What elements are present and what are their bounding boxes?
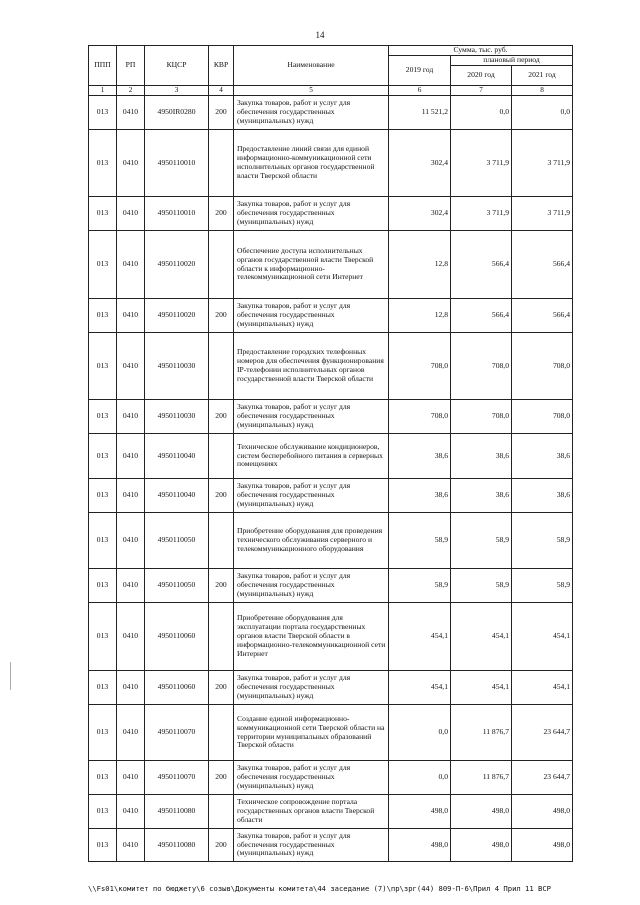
cell-ppp: 013 [89,761,117,795]
cell-name: Закупка товаров, работ и услуг для обеспечения государственных (муниципальных) нужд [234,829,389,862]
cell-ppp: 013 [89,197,117,231]
cell-ppp: 013 [89,96,117,130]
cell-name: Приобретение оборудования для эксплуатации портала государственных органов власти Тверской области в информационно-телекоммуникационной сети Интернет [234,603,389,671]
cell-2020: 58,9 [451,513,512,569]
cell-2020: 3 711,9 [451,197,512,231]
cell-kcsr: 4950110050 [145,569,209,603]
table-row [89,795,573,829]
column-number: 8 [512,86,573,96]
cell-rp: 0410 [117,130,145,197]
cell-kcsr: 4950110010 [145,130,209,197]
cell-rp: 0410 [117,231,145,299]
cell-name: Техническое сопровождение портала государственных органов власти Тверской области [234,795,389,829]
table-row [89,333,573,400]
column-number: 6 [389,86,451,96]
cell-2021: 58,9 [512,569,573,603]
cell-kcsr: 4950110020 [145,299,209,333]
cell-name: Закупка товаров, работ и услуг для обеспечения государственных (муниципальных) нужд [234,299,389,333]
cell-name: Закупка товаров, работ и услуг для обеспечения государственных (муниципальных) нужд [234,96,389,130]
table-row [89,569,573,603]
cell-ppp: 013 [89,513,117,569]
cell-ppp: 013 [89,795,117,829]
cell-2020: 566,4 [451,231,512,299]
cell-ppp: 013 [89,434,117,479]
table-row [89,197,573,231]
cell-2019: 58,9 [389,569,451,603]
cell-ppp: 013 [89,603,117,671]
cell-ppp: 013 [89,569,117,603]
cell-name: Обеспечение доступа исполнительных органов государственной власти Тверской области к информационно-телекоммуникационной сети Интернет [234,231,389,299]
cell-2021: 3 711,9 [512,197,573,231]
cell-2020: 498,0 [451,795,512,829]
cell-2019: 11 521,2 [389,96,451,130]
cell-name: Приобретение оборудования для проведения технического обслуживания серверного и телекоммуникационного оборудования [234,513,389,569]
table-row [89,513,573,569]
table-row [89,829,573,862]
cell-2019: 38,6 [389,434,451,479]
column-number: 1 [89,86,117,96]
column-number: 7 [451,86,512,96]
cell-rp: 0410 [117,569,145,603]
margin-mark [10,662,11,690]
cell-2019: 498,0 [389,829,451,862]
cell-kcsr: 4950110050 [145,513,209,569]
table-row [89,705,573,761]
cell-2020: 38,6 [451,434,512,479]
cell-kcsr: 4950110060 [145,671,209,705]
cell-kvr: 200 [209,197,234,231]
cell-kcsr: 4950110040 [145,434,209,479]
table-row [89,96,573,130]
cell-rp: 0410 [117,299,145,333]
cell-rp: 0410 [117,795,145,829]
cell-kcsr: 4950110070 [145,705,209,761]
cell-2019: 38,6 [389,479,451,513]
cell-2020: 58,9 [451,569,512,603]
cell-kcsr: 4950110070 [145,761,209,795]
cell-kvr [209,130,234,197]
cell-name: Закупка товаров, работ и услуг для обеспечения государственных (муниципальных) нужд [234,761,389,795]
budget-table [88,45,573,862]
column-number: 5 [234,86,389,96]
cell-rp: 0410 [117,761,145,795]
cell-name: Техническое обслуживание кондиционеров, систем бесперебойного питания в серверных помещениях [234,434,389,479]
cell-kvr [209,231,234,299]
cell-name: Создание единой информационно-коммуникационной сети Тверской области на территории муниципальных образований Тверской области [234,705,389,761]
header-ppp: ППП [89,46,117,86]
cell-2020: 38,6 [451,479,512,513]
cell-2021: 454,1 [512,671,573,705]
cell-rp: 0410 [117,197,145,231]
cell-rp: 0410 [117,96,145,130]
header-plan-period: плановый период [451,56,573,66]
cell-ppp: 013 [89,333,117,400]
cell-2020: 454,1 [451,603,512,671]
cell-2019: 498,0 [389,795,451,829]
table-row [89,603,573,671]
cell-ppp: 013 [89,829,117,862]
cell-name: Закупка товаров, работ и услуг для обеспечения государственных (муниципальных) нужд [234,569,389,603]
cell-2021: 23 644,7 [512,761,573,795]
cell-2019: 708,0 [389,400,451,434]
cell-ppp: 013 [89,479,117,513]
cell-2021: 566,4 [512,299,573,333]
cell-2021: 498,0 [512,795,573,829]
cell-kcsr: 4950110030 [145,400,209,434]
cell-2020: 3 711,9 [451,130,512,197]
cell-rp: 0410 [117,400,145,434]
cell-kvr: 200 [209,761,234,795]
cell-ppp: 013 [89,671,117,705]
cell-rp: 0410 [117,671,145,705]
cell-2020: 11 876,7 [451,761,512,795]
footer-path: \\Fs01\комитет по бюджету\6 созыв\Документы комитета\44 заседание (7)\пр\зрг(44) 809-П-6\Прил 4 Прил 11 ВСР [88,884,552,893]
cell-kvr [209,333,234,400]
cell-ppp: 013 [89,400,117,434]
table-row [89,434,573,479]
cell-2019: 58,9 [389,513,451,569]
cell-2020: 498,0 [451,829,512,862]
table-row [89,761,573,795]
cell-2019: 454,1 [389,671,451,705]
header-rp: РП [117,46,145,86]
cell-name: Закупка товаров, работ и услуг для обеспечения государственных (муниципальных) нужд [234,400,389,434]
cell-rp: 0410 [117,829,145,862]
cell-2020: 0,0 [451,96,512,130]
cell-2020: 454,1 [451,671,512,705]
column-number: 3 [145,86,209,96]
cell-2021: 498,0 [512,829,573,862]
column-numbers-row [89,86,573,96]
page-number: 14 [315,30,325,40]
cell-kvr: 200 [209,829,234,862]
cell-2019: 0,0 [389,761,451,795]
cell-2021: 38,6 [512,434,573,479]
cell-rp: 0410 [117,603,145,671]
cell-ppp: 013 [89,130,117,197]
cell-kvr: 200 [209,479,234,513]
cell-rp: 0410 [117,705,145,761]
cell-2021: 38,6 [512,479,573,513]
header-2021: 2021 год [512,66,573,86]
table-row [89,231,573,299]
cell-2021: 3 711,9 [512,130,573,197]
cell-2021: 708,0 [512,400,573,434]
cell-kcsr: 4950110060 [145,603,209,671]
table-row [89,130,573,197]
cell-rp: 0410 [117,434,145,479]
cell-kcsr: 4950110080 [145,795,209,829]
cell-2019: 0,0 [389,705,451,761]
header-2019: 2019 год [389,56,451,86]
cell-kvr: 200 [209,96,234,130]
cell-kvr [209,795,234,829]
cell-kcsr: 4950110040 [145,479,209,513]
table-row [89,299,573,333]
table-row [89,400,573,434]
cell-2021: 454,1 [512,603,573,671]
cell-2019: 708,0 [389,333,451,400]
cell-2021: 566,4 [512,231,573,299]
header-kvr: КВР [209,46,234,86]
cell-rp: 0410 [117,479,145,513]
cell-2021: 0,0 [512,96,573,130]
cell-name: Закупка товаров, работ и услуг для обеспечения государственных (муниципальных) нужд [234,479,389,513]
cell-2019: 12,8 [389,299,451,333]
header-kcsr: КЦСР [145,46,209,86]
cell-rp: 0410 [117,513,145,569]
cell-ppp: 013 [89,705,117,761]
cell-kvr: 200 [209,671,234,705]
cell-kcsr: 4950IR0280 [145,96,209,130]
cell-rp: 0410 [117,333,145,400]
cell-name: Закупка товаров, работ и услуг для обеспечения государственных (муниципальных) нужд [234,671,389,705]
cell-kvr [209,513,234,569]
table-row [89,671,573,705]
cell-kcsr: 4950110030 [145,333,209,400]
cell-kcsr: 4950110010 [145,197,209,231]
cell-2019: 454,1 [389,603,451,671]
table-row [89,479,573,513]
header-2020: 2020 год [451,66,512,86]
cell-kvr [209,434,234,479]
column-number: 4 [209,86,234,96]
cell-2019: 12,8 [389,231,451,299]
cell-2021: 58,9 [512,513,573,569]
cell-kcsr: 4950110080 [145,829,209,862]
cell-2020: 708,0 [451,400,512,434]
cell-kvr: 200 [209,299,234,333]
cell-2021: 708,0 [512,333,573,400]
column-number: 2 [117,86,145,96]
cell-name: Предоставление линий связи для единой информационно-коммуникационной сети исполнительных органов государственной власти Тверской области [234,130,389,197]
header-sum: Сумма, тыс. руб. [389,46,573,56]
cell-kvr: 200 [209,569,234,603]
cell-kvr [209,705,234,761]
cell-2020: 708,0 [451,333,512,400]
cell-2020: 566,4 [451,299,512,333]
cell-ppp: 013 [89,231,117,299]
cell-kvr [209,603,234,671]
cell-2021: 23 644,7 [512,705,573,761]
cell-2019: 302,4 [389,130,451,197]
cell-2019: 302,4 [389,197,451,231]
cell-2020: 11 876,7 [451,705,512,761]
header-name: Наименование [234,46,389,86]
cell-name: Закупка товаров, работ и услуг для обеспечения государственных (муниципальных) нужд [234,197,389,231]
cell-ppp: 013 [89,299,117,333]
cell-kvr: 200 [209,400,234,434]
cell-kcsr: 4950110020 [145,231,209,299]
cell-name: Предоставление городских телефонных номеров для обеспечения функционирования IP-телефонии исполнительных органов государственной власти Тверской области [234,333,389,400]
